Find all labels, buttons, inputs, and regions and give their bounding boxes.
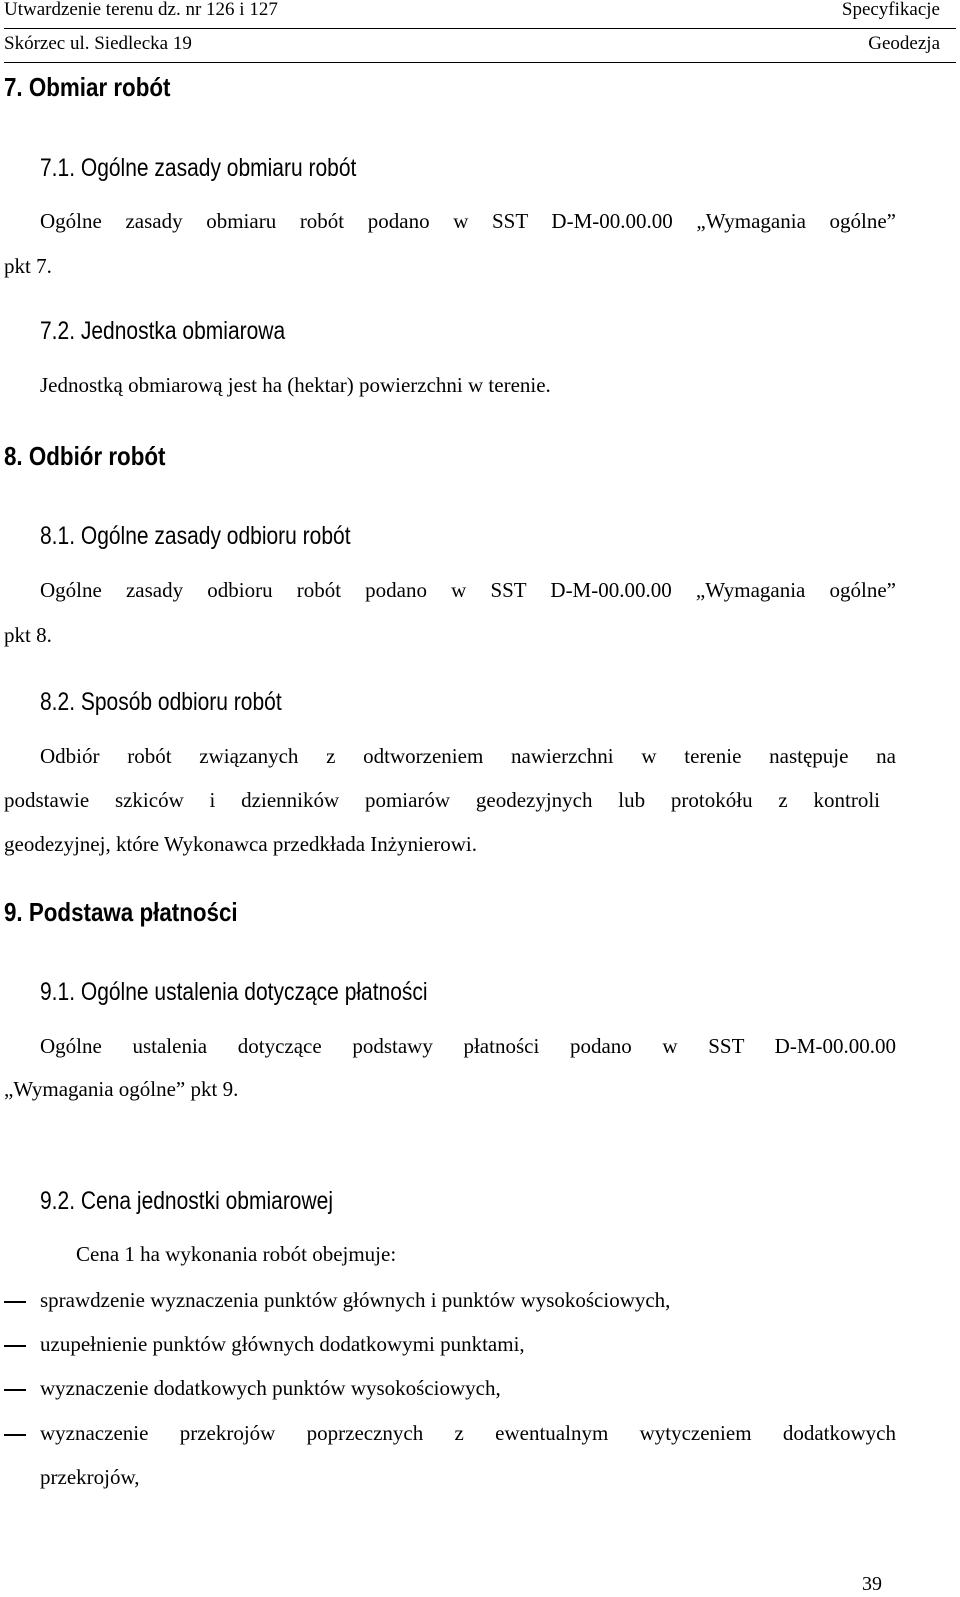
paragraph-7-2: Jednostką obmiarową jest ha (hektar) powierzchni w terenie.	[40, 373, 551, 397]
paragraph-8-2-line3: geodezyjnej, które Wykonawca przedkłada Inżynierowi.	[4, 832, 477, 856]
paragraph-7-1-line1: Ogólne zasady obmiaru robót podano w SST D-M-00.00.00 „Wymagania ogólne”	[40, 209, 896, 233]
paragraph-9-2-intro: Cena 1 ha wykonania robót obejmuje:	[76, 1242, 397, 1266]
list-item-text-continuation: przekrojów,	[40, 1465, 140, 1489]
paragraph-9-1-line1: Ogólne ustalenia dotyczące podstawy płatności podano w SST D-M-00.00.00	[40, 1034, 896, 1058]
dash-bullet-icon	[4, 1345, 26, 1347]
section-9-heading: 9. Podstawa płatności	[4, 897, 238, 927]
subsection-7-1-heading: 7.1. Ogólne zasady obmiaru robót	[40, 154, 357, 182]
section-7-heading: 7. Obmiar robót	[4, 72, 171, 102]
dash-bullet-icon	[4, 1434, 26, 1436]
list-item-text: wyznaczenie przekrojów poprzecznych z ewentualnym wytyczeniem dodatkowych	[40, 1421, 896, 1445]
section-8-heading: 8. Odbiór robót	[4, 441, 166, 471]
list-item-text: sprawdzenie wyznaczenia punktów głównych i punktów wysokościowych,	[40, 1288, 671, 1312]
subsection-9-1-heading: 9.1. Ogólne ustalenia dotyczące płatności	[40, 978, 428, 1006]
header-document-title: Utwardzenie terenu dz. nr 126 i 127	[4, 0, 278, 20]
paragraph-8-1-line1: Ogólne zasady odbioru robót podano w SST D-M-00.00.00 „Wymagania ogólne”	[40, 578, 896, 602]
page-number: 39	[862, 1573, 882, 1595]
subsection-8-2-heading: 8.2. Sposób odbioru robót	[40, 688, 282, 716]
header-rule-top	[4, 28, 956, 29]
subsection-8-1-heading: 8.1. Ogólne zasady odbioru robót	[40, 522, 351, 550]
dash-bullet-icon	[4, 1389, 26, 1391]
paragraph-9-1-line2: „Wymagania ogólne” pkt 9.	[4, 1077, 239, 1101]
paragraph-8-2-line2: podstawie szkiców i dzienników pomiarów geodezyjnych lub protokółu z kontroli	[4, 788, 880, 812]
header-section-label: Specyfikacje	[841, 0, 940, 20]
subsection-9-2-heading: 9.2. Cena jednostki obmiarowej	[40, 1187, 334, 1215]
header-location: Skórzec ul. Siedlecka 19	[4, 33, 192, 54]
paragraph-8-2-line1: Odbiór robót związanych z odtworzeniem nawierzchni w terenie następuje na	[40, 744, 896, 768]
paragraph-8-1-line2: pkt 8.	[4, 623, 52, 647]
dash-bullet-icon	[4, 1301, 26, 1303]
paragraph-7-1-line2: pkt 7.	[4, 254, 52, 278]
header-category: Geodezja	[868, 33, 940, 54]
list-item-text: wyznaczenie dodatkowych punktów wysokościowych,	[40, 1376, 501, 1400]
header-rule-bottom	[4, 62, 956, 63]
subsection-7-2-heading: 7.2. Jednostka obmiarowa	[40, 317, 286, 345]
list-item-text: uzupełnienie punktów głównych dodatkowymi punktami,	[40, 1332, 525, 1356]
